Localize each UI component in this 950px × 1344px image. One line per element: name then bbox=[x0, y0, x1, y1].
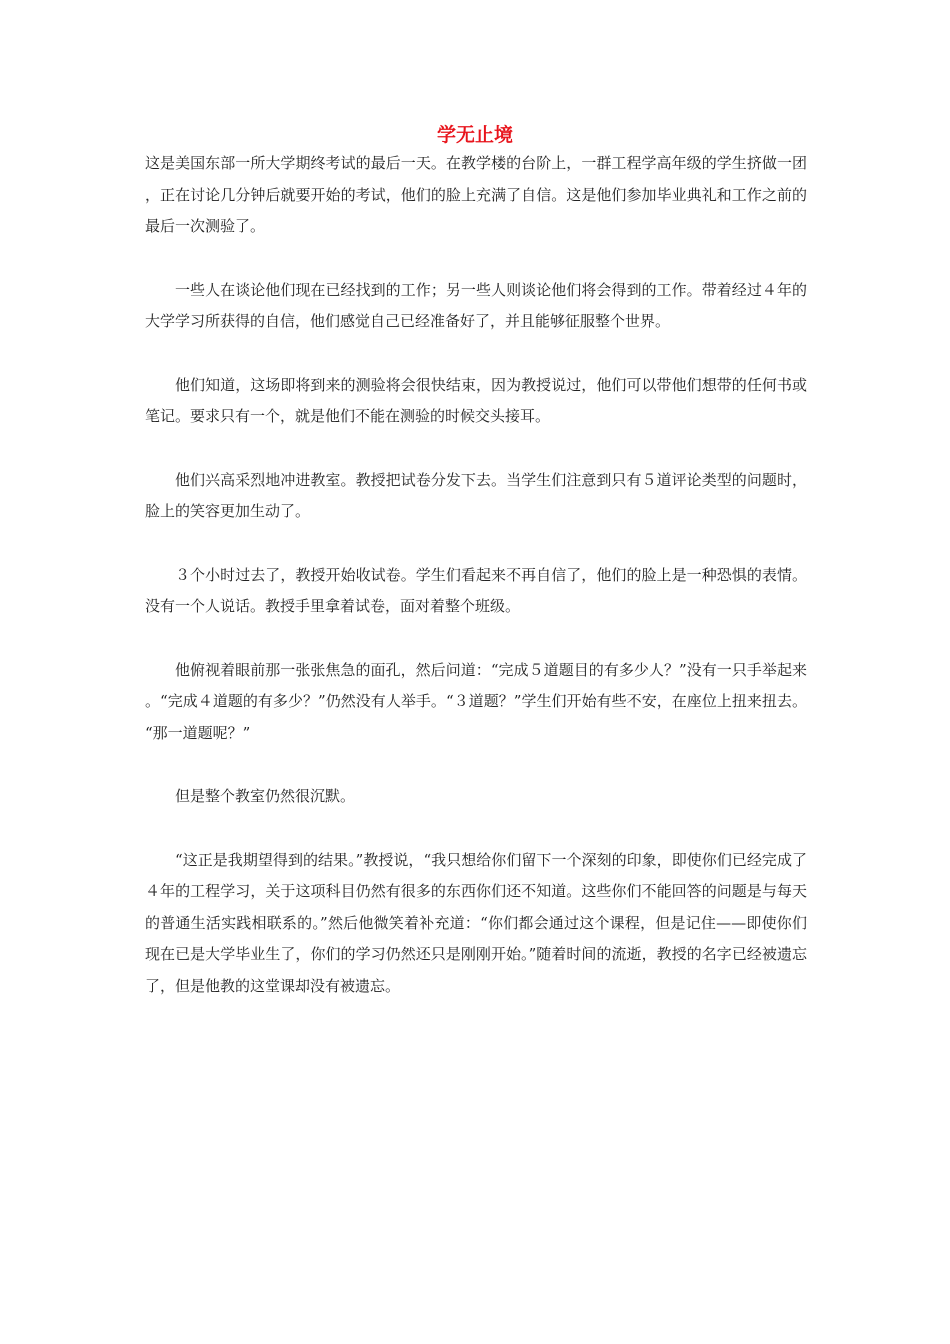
paragraph-6: 他俯视着眼前那一张张焦急的面孔，然后问道：“完成５道题目的有多少人？”没有一只手举起来。“完成４道题的有多少？”仍然没有人举手。“３道题？”学生们开始有些不安，在座位上扭来扭去。“那一道题呢？” bbox=[145, 660, 807, 742]
paragraph-8: “这正是我期望得到的结果。”教授说，“我只想给你们留下一个深刻的印象，即使你们已经完成了４年的工程学习，关于这项科目仍然有很多的东西你们还不知道。这些你们不能回答的问题是与每天的普通生活实践相联系的。”然后他微笑着补充道：“你们都会通过这个课程，但是记住——即使你们现在已是大学毕业生了，你们的学习仍然还只是刚刚开始。”随着时间的流逝，教授的名字已经被遗忘了，但是他教的这堂课却没有被遗忘。 bbox=[145, 850, 807, 995]
paragraph-7: 但是整个教室仍然很沉默。 bbox=[175, 787, 356, 805]
paragraph-1: 这是美国东部一所大学期终考试的最后一天。在教学楼的台阶上，一群工程学高年级的学生挤做一团，正在讨论几分钟后就要开始的考试，他们的脸上充满了自信。这是他们参加毕业典礼和工作之前的最后一次测验了。 bbox=[145, 154, 807, 235]
document-body bbox=[145, 148, 807, 1002]
paragraph-3: 他们知道，这场即将到来的测验将会很快结束，因为教授说过，他们可以带他们想带的任何书或笔记。要求只有一个，就是他们不能在测验的时候交头接耳。 bbox=[145, 375, 807, 425]
paragraph-5: ３个小时过去了，教授开始收试卷。学生们看起来不再自信了，他们的脸上是一种恐惧的表情。没有一个人说话。教授手里拿着试卷，面对着整个班级。 bbox=[145, 565, 807, 615]
paragraph-2: 一些人在谈论他们现在已经找到的工作；另一些人则谈论他们将会得到的工作。带着经过４年的大学学习所获得的自信，他们感觉自己已经准备好了，并且能够征服整个世界。 bbox=[145, 280, 807, 330]
paragraph-4: 他们兴高采烈地冲进教室。教授把试卷分发下去。当学生们注意到只有５道评论类型的问题时，脸上的笑容更加生动了。 bbox=[145, 470, 807, 520]
document-title: 学无止境 bbox=[436, 124, 513, 146]
